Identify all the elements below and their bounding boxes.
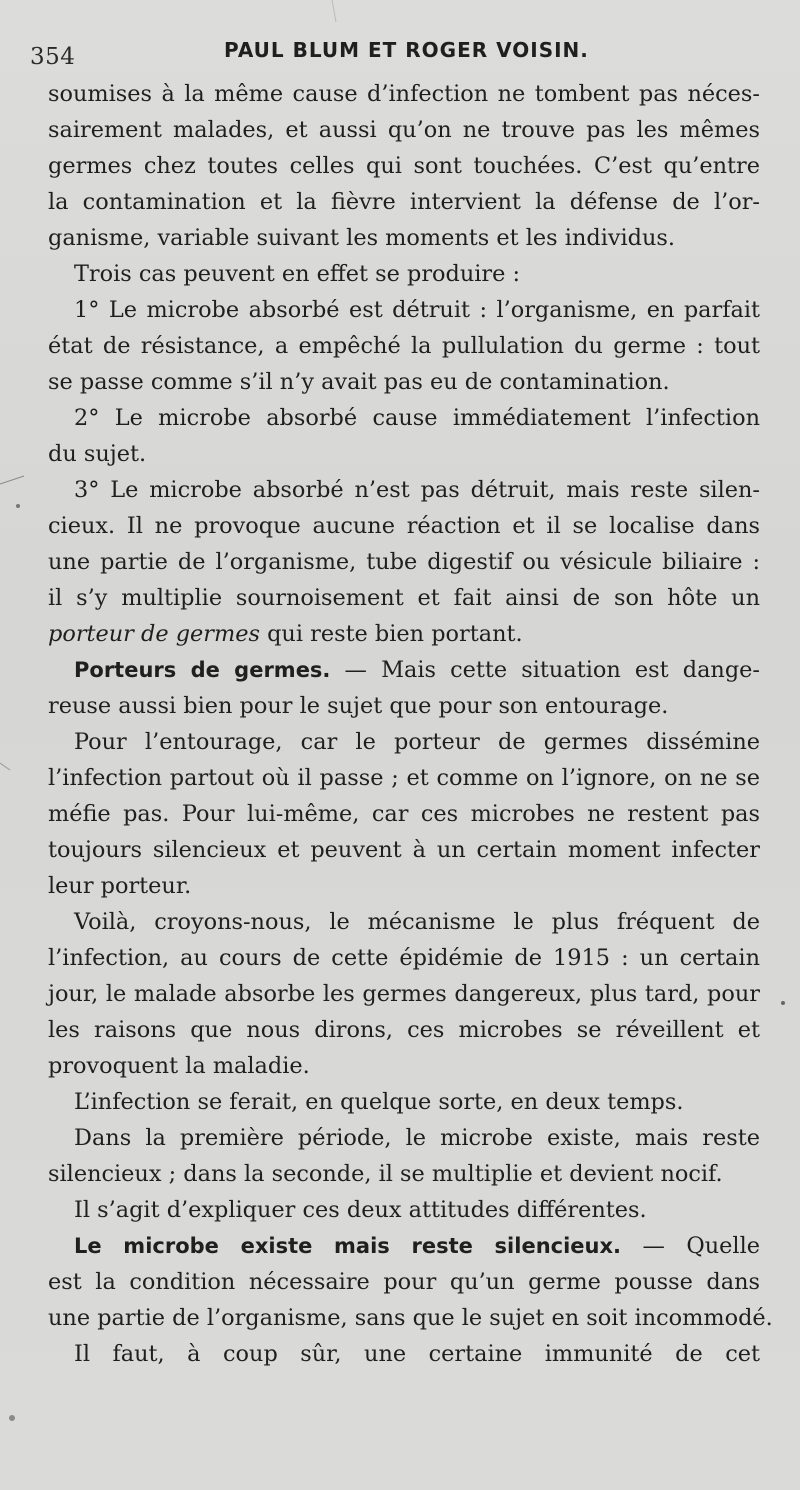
body-text [48,76,773,1372]
text-fragment: — Quelle [621,1233,760,1259]
text-line [48,652,760,688]
paragraph-2 [48,256,760,292]
paragraph-mecanisme [48,904,760,1084]
text-line: soumises à la même cause d’infection ne tombent pas néces- [48,81,760,107]
text-line: une partie de l’organisme, tube digestif ou vésicule biliaire : [48,549,760,575]
text-line: toujours silencieux et peuvent à un certain moment infecter [48,837,760,863]
paragraph-case-3 [48,472,760,652]
paragraph-periodes [48,1120,760,1192]
text-line: ganisme, variable suivant les moments et les individus. [48,225,676,251]
text-line: l’infection partout où il passe ; et comme on l’ignore, on ne se [48,765,760,791]
section-heading: Porteurs de germes. [74,658,331,682]
text-line: il s’y multiplie sournoisement et fait ainsi de son hôte un [48,585,760,611]
running-head-authors: PAUL BLUM ET ROGER VOISIN. [224,38,589,62]
text-line: est la condition nécessaire pour qu’un germe pousse dans [48,1269,760,1295]
text-line: Trois cas peuvent en effet se produire : [74,261,521,287]
paragraph-1 [48,76,760,256]
text-line: 2° Le microbe absorbé cause immédiatement l’infection [74,405,760,431]
text-line: silencieux ; dans la seconde, il se multiplie et devient nocif. [48,1161,723,1187]
text-line: reuse aussi bien pour le sujet que pour son entourage. [48,693,669,719]
text-line: méfie pas. Pour lui-même, car ces microbes ne restent pas [48,801,760,827]
running-head [30,34,770,74]
text-line: Dans la première période, le microbe existe, mais reste [74,1125,760,1151]
text-line: l’infection, au cours de cette épidémie de 1915 : un certain [48,945,760,971]
text-line: provoquent la maladie. [48,1053,310,1079]
text-fragment: qui reste bien portant. [259,621,523,647]
paragraph-case-2 [48,400,760,472]
paragraph-deux-temps [48,1084,760,1120]
text-line [48,616,760,652]
page-number: 354 [30,44,76,70]
text-line: Voilà, croyons-nous, le mécanisme le plus fréquent de [74,909,760,935]
italic-term: porteur de germes [48,621,260,647]
text-line: 3° Le microbe absorbé n’est pas détruit, mais reste silen- [74,477,760,503]
text-fragment: — Mais cette situation est dange- [330,657,760,683]
paragraph-immunite [48,1336,760,1372]
text-line: Il faut, à coup sûr, une certaine immunité de cet [74,1341,760,1367]
section-porteurs-de-germes [48,652,760,724]
section-heading: Le microbe existe mais reste silencieux. [74,1234,622,1258]
text-line: sairement malades, et aussi qu’on ne trouve pas les mêmes [48,117,760,143]
text-line: 1° Le microbe absorbé est détruit : l’organisme, en parfait [74,297,760,323]
paragraph-attitudes [48,1192,760,1228]
text-line: une partie de l’organisme, sans que le sujet en soit incommodé. [48,1305,773,1331]
text-line: jour, le malade absorbe les germes dangereux, plus tard, pour [48,981,760,1007]
text-line: Il s’agit d’expliquer ces deux attitudes différentes. [74,1197,647,1223]
paragraph-entourage [48,724,760,904]
text-line: la contamination et la fièvre intervient la défense de l’or- [48,189,760,215]
text-line: leur porteur. [48,873,192,899]
text-line: les raisons que nous dirons, ces microbes se réveillent et [48,1017,760,1043]
text-line: du sujet. [48,441,147,467]
text-line: cieux. Il ne provoque aucune réaction et il se localise dans [48,513,760,539]
text-line [48,1228,760,1264]
text-line: L’infection se ferait, en quelque sorte, en deux temps. [74,1089,684,1115]
paragraph-case-1 [48,292,760,400]
text-line: se passe comme s’il n’y avait pas eu de contamination. [48,369,670,395]
text-line: Pour l’entourage, car le porteur de germes dissémine [74,729,760,755]
section-microbe-silencieux [48,1228,773,1336]
text-line: état de résistance, a empêché la pullulation du germe : tout [48,333,760,359]
text-line: germes chez toutes celles qui sont touchées. C’est qu’entre [48,153,760,179]
